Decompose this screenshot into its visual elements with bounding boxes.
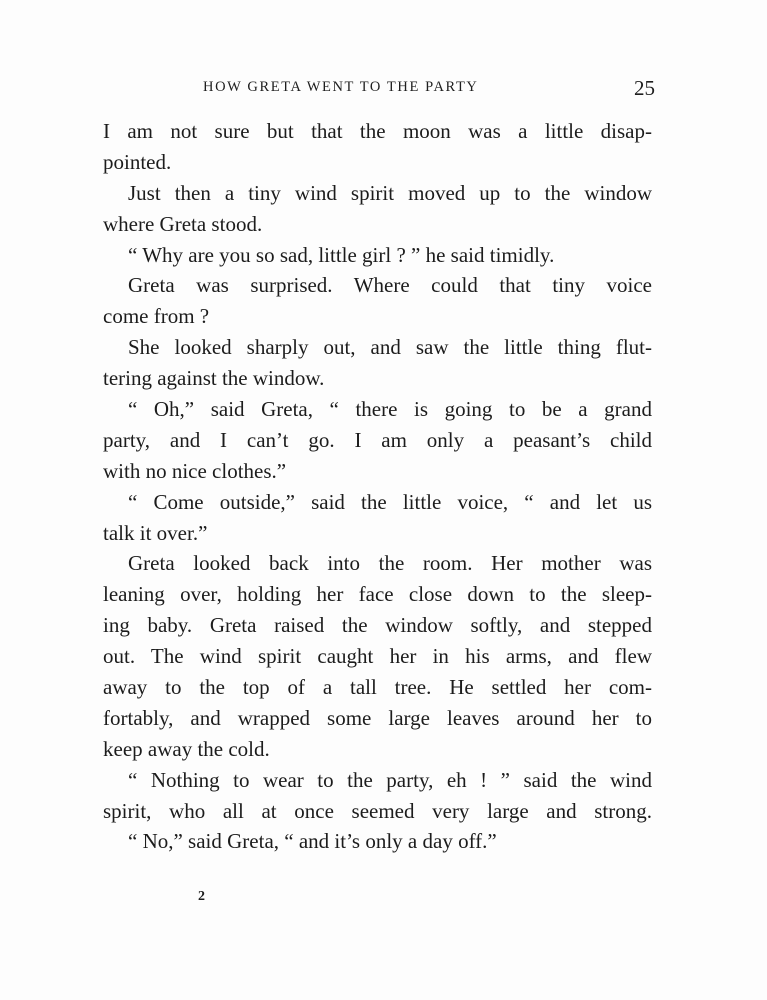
text-line: talk it over.”: [103, 520, 208, 545]
text-line: away to the top of a tall tree. He settled her com-: [103, 675, 652, 700]
text-line: “ Come outside,” said the little voice, “ and let us: [128, 489, 652, 514]
text-line: fortably, and wrapped some large leaves around her to: [103, 705, 652, 730]
text-line: leaning over, holding her face close down to the sleep-: [103, 582, 652, 607]
text-line: “ Why are you so sad, little girl ? ” he said timidly.: [128, 242, 555, 267]
text-line: “ No,” said Greta, “ and it’s only a day off.”: [128, 829, 497, 854]
body-text: [103, 116, 652, 857]
text-line: She looked sharply out, and saw the little thing flut-: [128, 335, 652, 360]
text-line: tering against the window.: [103, 366, 325, 391]
text-line: “ Oh,” said Greta, “ there is going to be a grand: [128, 397, 652, 422]
running-head: HOW GRETA WENT TO THE PARTY: [203, 79, 479, 95]
text-line: Greta was surprised. Where could that tiny voice: [128, 273, 652, 298]
text-line: Just then a tiny wind spirit moved up to the window: [128, 180, 652, 205]
text-line: out. The wind spirit caught her in his arms, and flew: [103, 644, 652, 669]
text-line: keep away the cold.: [103, 736, 270, 761]
text-line: Greta looked back into the room. Her mother was: [128, 551, 652, 576]
text-line: ing baby. Greta raised the window softly, and stepped: [103, 613, 652, 638]
text-line: I am not sure but that the moon was a little disap-: [103, 119, 652, 143]
signature-mark: 2: [198, 889, 205, 904]
text-line: spirit, who all at once seemed very large and strong.: [103, 798, 652, 823]
page-number: 25: [634, 76, 655, 100]
text-line: pointed.: [103, 149, 172, 174]
text-line: come from ?: [103, 304, 210, 329]
text-line: “ Nothing to wear to the party, eh ! ” said the wind: [128, 767, 652, 792]
page-header: [103, 76, 655, 102]
text-line: party, and I can’t go. I am only a peasant’s child: [103, 427, 652, 452]
text-line: with no nice clothes.”: [103, 458, 287, 483]
text-line: where Greta stood.: [103, 211, 263, 236]
